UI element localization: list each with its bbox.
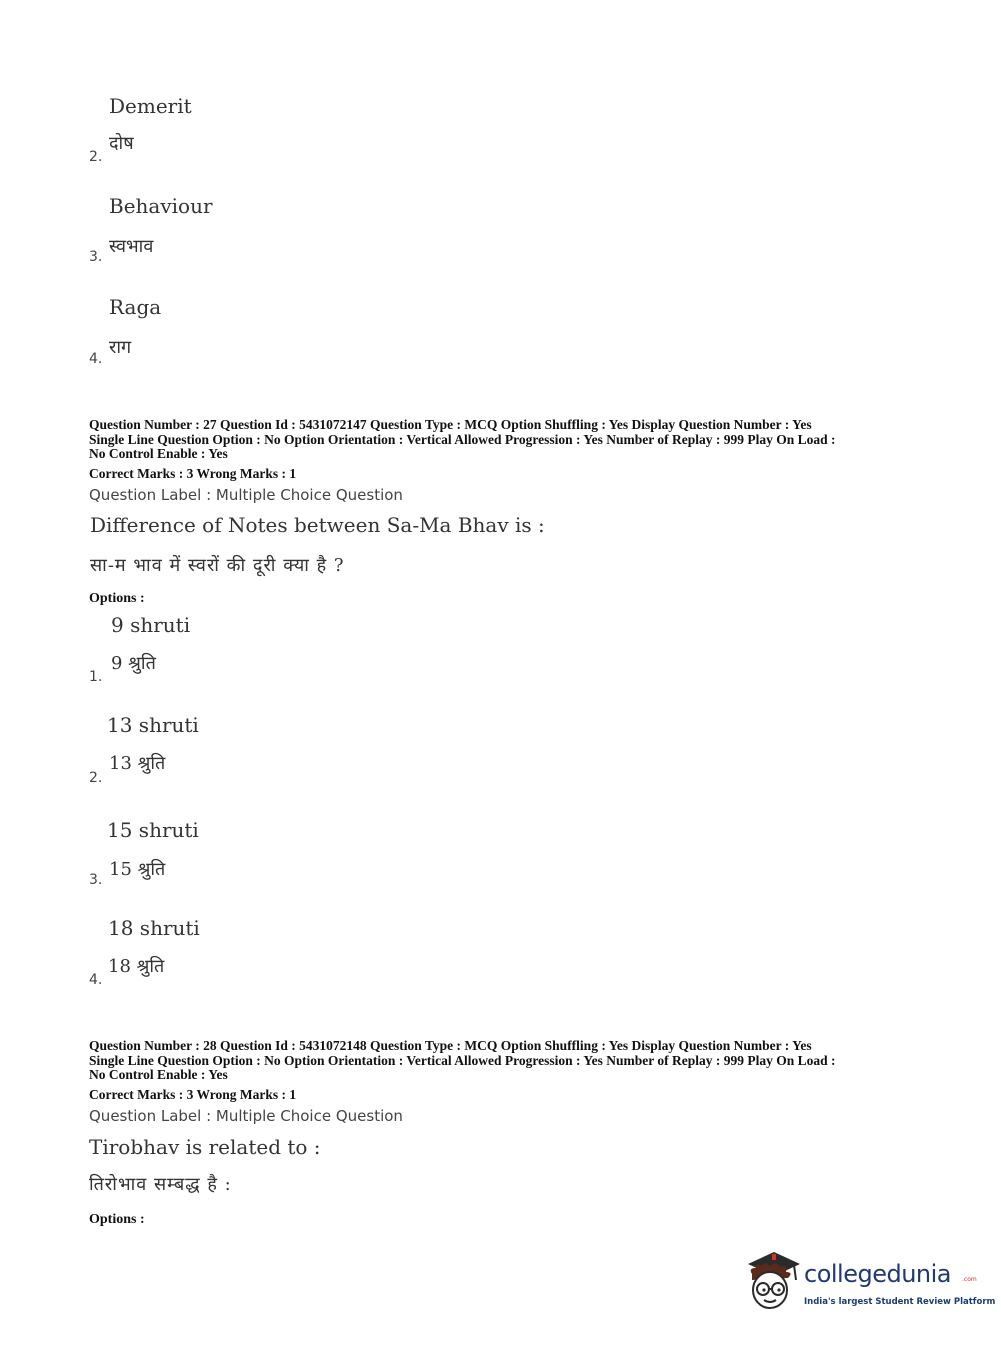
meta-line-3: No Control Enable : Yes: [89, 1067, 228, 1082]
question-label: Question Label : Multiple Choice Question: [89, 486, 403, 504]
option-text-hi: 15 श्रुति: [109, 859, 166, 880]
collegedunia-logo: [742, 1250, 996, 1318]
meta-line-2: Single Line Question Option : No Option Orientation : Vertical Allowed Progression : Yes Number of Replay : 999 Play On Load :: [89, 1052, 836, 1068]
options-heading: Options :: [89, 1212, 145, 1227]
question-text-hi: सा-म भाव में स्वरों की दूरी क्या है ?: [90, 555, 345, 576]
option-number: 4.: [89, 351, 103, 367]
meta-line-1: Question Number : 27 Question Id : 5431072147 Question Type : MCQ Option Shuffling : Yes Display Question Number : Yes: [89, 417, 812, 432]
option-text-hi: स्वभाव: [109, 236, 154, 257]
option-text-en: Raga: [109, 295, 162, 319]
meta-line-3: No Control Enable : Yes: [89, 446, 228, 461]
option-text-en: Behaviour: [109, 194, 213, 218]
option-number: 1.: [89, 669, 103, 685]
logo-wordmark: collegedunia: [804, 1260, 952, 1288]
question-meta: [89, 418, 919, 462]
option-text-en: 13 shruti: [107, 713, 199, 737]
question-meta: [89, 1039, 919, 1083]
meta-line-2: Single Line Question Option : No Option Orientation : Vertical Allowed Progression : Yes Number of Replay : 999 Play On Load :: [89, 431, 836, 447]
option-text-hi: दोष: [109, 133, 134, 154]
option-text-en: 15 shruti: [107, 818, 199, 842]
logo-tagline: India's largest Student Review Platform: [804, 1297, 996, 1307]
option-text-hi: 9 श्रुति: [111, 653, 156, 674]
question-marks: Correct Marks : 3 Wrong Marks : 1: [89, 466, 297, 481]
question-marks: Correct Marks : 3 Wrong Marks : 1: [89, 1087, 297, 1102]
option-number: 2.: [89, 770, 103, 786]
logo-domain: .com: [962, 1276, 977, 1283]
option-text-hi: 13 श्रुति: [109, 753, 166, 774]
option-number: 2.: [89, 149, 103, 165]
option-text-en: 9 shruti: [111, 613, 191, 637]
option-number: 4.: [89, 972, 103, 988]
option-text-hi: राग: [109, 337, 132, 358]
question-text-en: Tirobhav is related to :: [89, 1135, 321, 1159]
options-heading: Options :: [89, 591, 145, 606]
meta-line-1: Question Number : 28 Question Id : 5431072148 Question Type : MCQ Option Shuffling : Yes Display Question Number : Yes: [89, 1038, 812, 1053]
option-number: 3.: [89, 872, 103, 888]
option-text-en: 18 shruti: [108, 916, 200, 940]
option-text-en: Demerit: [109, 94, 192, 118]
option-text-hi: 18 श्रुति: [108, 956, 165, 977]
question-text-hi: तिरोभाव सम्बद्ध है :: [89, 1174, 232, 1195]
question-label: Question Label : Multiple Choice Question: [89, 1107, 403, 1125]
option-number: 3.: [89, 249, 103, 265]
mascot-icon: [742, 1250, 802, 1314]
question-text-en: Difference of Notes between Sa-Ma Bhav is :: [90, 513, 545, 537]
